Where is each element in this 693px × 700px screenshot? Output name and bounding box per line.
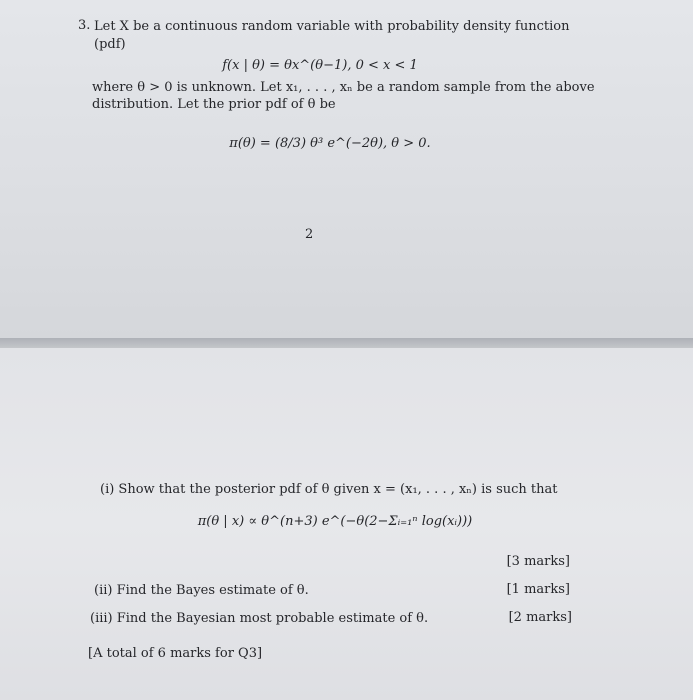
page-number: 2 bbox=[305, 227, 314, 242]
page-gap bbox=[0, 338, 693, 348]
prior-formula: π(θ) = (8/3) θ³ e^(−2θ), θ > 0. bbox=[229, 136, 431, 151]
pdf-formula: f(x | θ) = θx^(θ−1), 0 < x < 1 bbox=[222, 58, 418, 73]
part-iii-marks: [2 marks] bbox=[508, 610, 572, 625]
part-ii-marks: [1 marks] bbox=[506, 582, 570, 597]
part-i-marks: [3 marks] bbox=[506, 554, 570, 569]
where-line-2: distribution. Let the prior pdf of θ be bbox=[92, 97, 336, 112]
part-i-text: (i) Show that the posterior pdf of θ given x = (x₁, . . . , xₙ) is such that bbox=[100, 482, 558, 497]
intro-line-2: (pdf) bbox=[94, 37, 126, 52]
total-marks: [A total of 6 marks for Q3] bbox=[88, 646, 263, 661]
question-number: 3. bbox=[78, 18, 91, 33]
part-iii-text: (iii) Find the Bayesian most probable estimate of θ. bbox=[90, 611, 429, 626]
part-ii-text: (ii) Find the Bayes estimate of θ. bbox=[94, 583, 309, 598]
where-line-1: where θ > 0 is unknown. Let x₁, . . . , xₙ be a random sample from the above bbox=[92, 80, 595, 95]
intro-line-1: Let X be a continuous random variable with probability density function bbox=[94, 19, 570, 34]
posterior-formula: π(θ | x) ∝ θ^(n+3) e^(−θ(2−Σᵢ₌₁ⁿ log(xᵢ))) bbox=[197, 514, 473, 529]
